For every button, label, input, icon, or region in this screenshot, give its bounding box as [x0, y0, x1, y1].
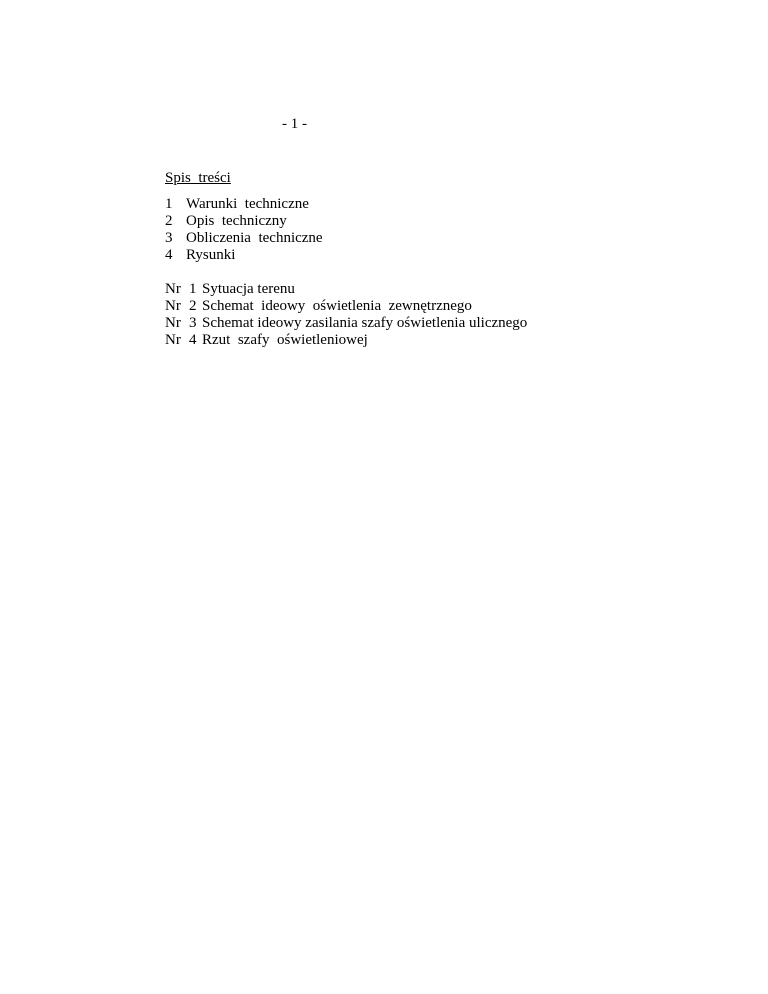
section-label: Obliczenia techniczne	[186, 230, 323, 246]
section-number: 2	[165, 213, 173, 229]
drawing-number: 4	[189, 332, 197, 348]
list-item	[165, 213, 323, 230]
list-item	[165, 315, 527, 332]
list-item	[165, 196, 323, 213]
section-label: Opis techniczny	[186, 213, 287, 229]
drawing-label: Schemat ideowy zasilania szafy oświetlenia ulicznego	[202, 315, 528, 331]
page-number: - 1 -	[282, 116, 307, 132]
section-number: 4	[165, 247, 173, 263]
section-number: 1	[165, 196, 173, 212]
list-item	[165, 281, 527, 298]
list-item	[165, 298, 527, 315]
list-item	[165, 332, 527, 349]
drawing-prefix: Nr	[165, 332, 181, 348]
toc-title: Spis treści	[165, 170, 231, 186]
section-list	[165, 196, 323, 264]
drawing-label: Schemat ideowy oświetlenia zewnętrznego	[202, 298, 472, 314]
drawing-label: Sytuacja terenu	[202, 281, 295, 297]
section-label: Rysunki	[186, 247, 236, 263]
drawing-number: 1	[189, 281, 197, 297]
section-label: Warunki techniczne	[186, 196, 309, 212]
drawing-prefix: Nr	[165, 315, 181, 331]
drawing-prefix: Nr	[165, 298, 181, 314]
drawing-list	[165, 281, 527, 349]
drawing-prefix: Nr	[165, 281, 181, 297]
drawing-number: 3	[189, 315, 197, 331]
list-item	[165, 230, 323, 247]
list-item	[165, 247, 323, 264]
section-number: 3	[165, 230, 173, 246]
drawing-number: 2	[189, 298, 197, 314]
drawing-label: Rzut szafy oświetleniowej	[202, 332, 368, 348]
